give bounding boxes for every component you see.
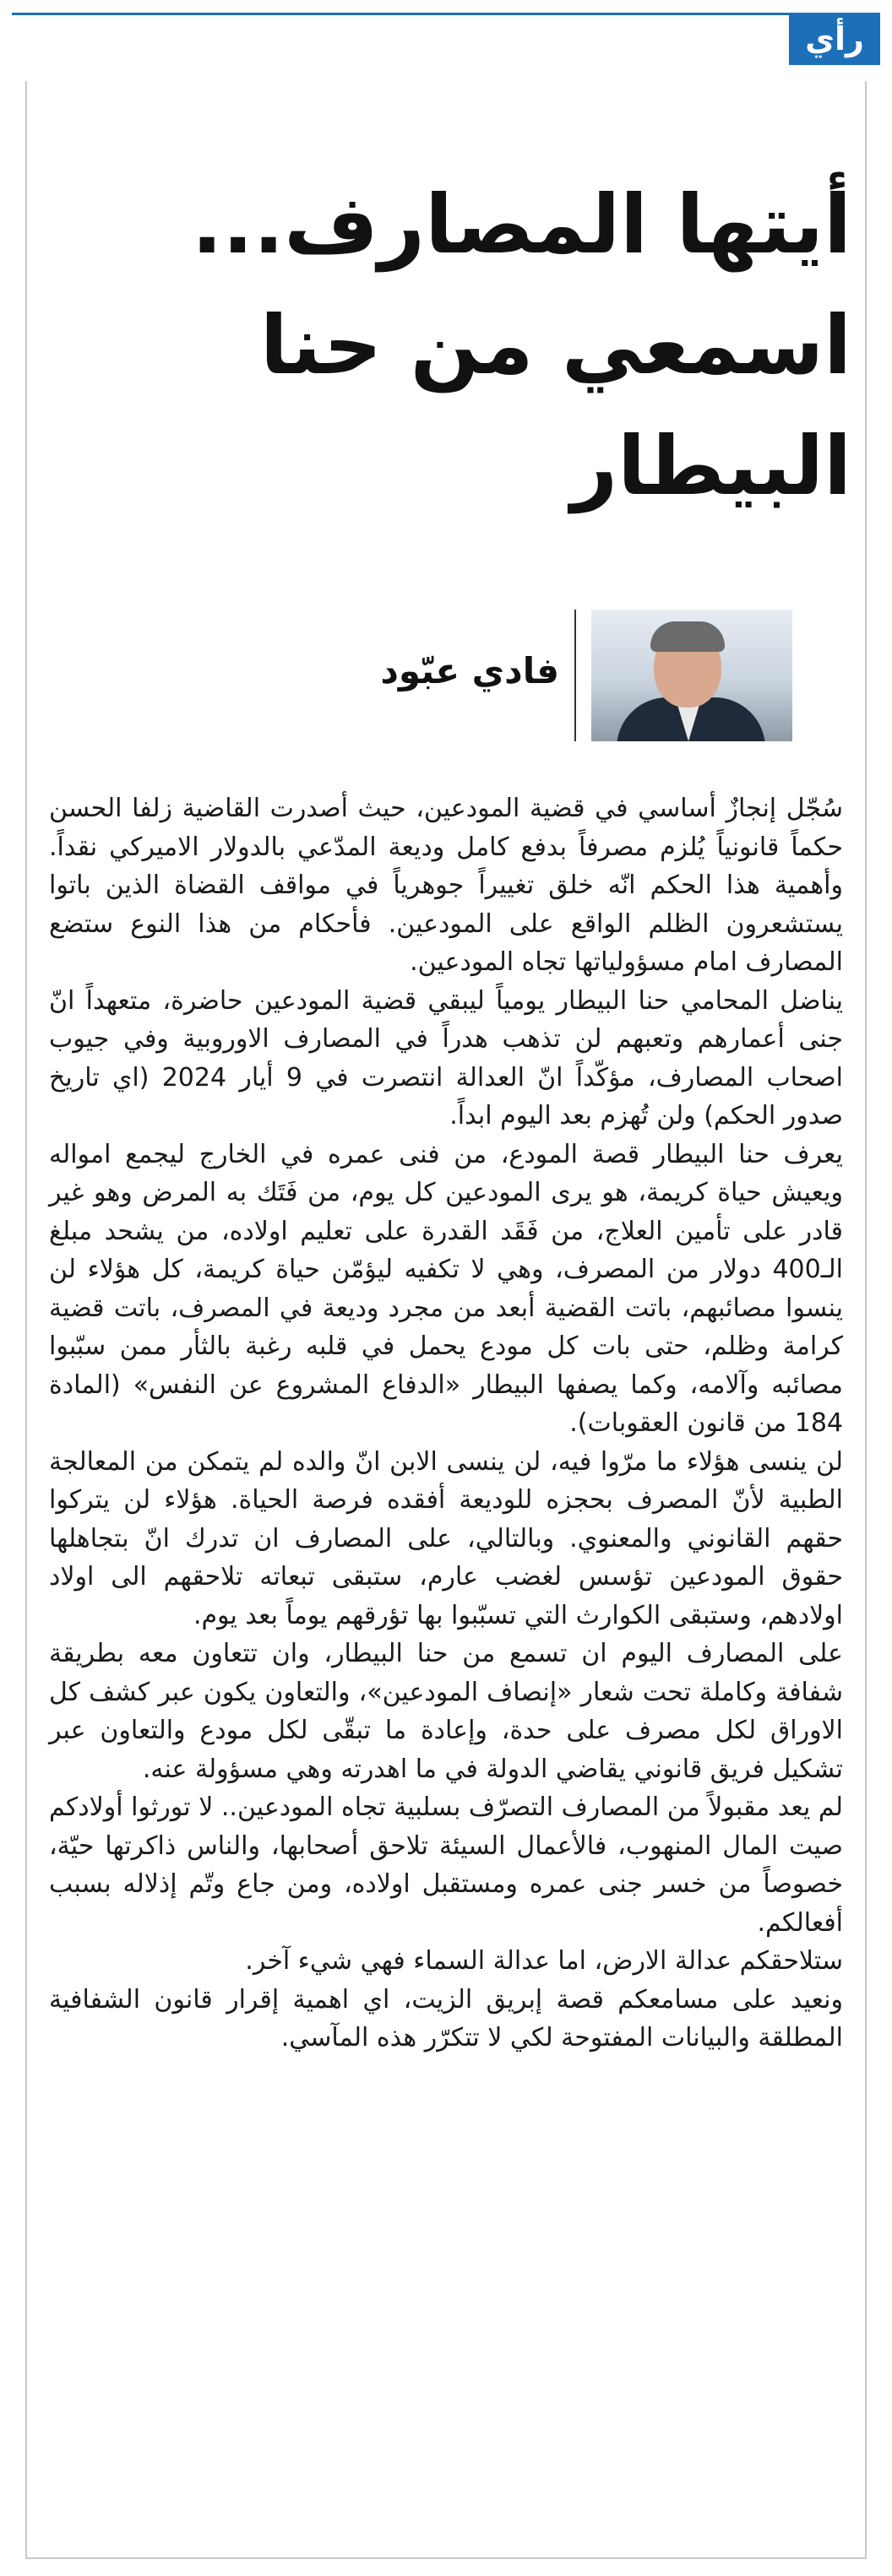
section-tag[interactable]: رأي [789,13,880,65]
author-divider [574,610,576,741]
paragraph-3: يعرف حنا البيطار قصة المودع، من فنى عمره في الخارج ليجمع امواله ويعيش حياة كريمة، هو يرى المودعين كل يوم، من فَتَك به المرض وهو غير قادر على تأمين العلاج، من فَقَد القدرة على تعليم اولاده، من يشحد مبلغ الـ400 دولار من المصرف، وهي لا تكفيه ليؤمّن حياة كريمة، كل هؤلاء لن ينسوا مصائبهم، باتت القضية أبعد من مجرد وديعة في المصرف، باتت قضية كرامة وظلم، حتى بات كل مودع يحمل في قلبه رغبة بالثأر ممن سبّبوا مصائبه وآلامه، وكما يصفها البيطار «الدفاع المشروع عن النفس» (المادة 184 من قانون العقوبات). [49,1139,843,1438]
headline-line-1: أيتها المصارف... [191,177,851,272]
article-body [49,789,843,2058]
section-header [0,0,892,78]
paragraph-4: لن ينسى هؤلاء ما مرّوا فيه، لن ينسى الابن انّ والده لم يتمكن من المعالجة الطبية لأنّ المصرف بحجزه للوديعة أفقده فرصة الحياة. هؤلاء لن يتركوا حقهم القانوني والمعنوي. وبالتالي، على المصارف ان تدرك انّ بتجاهلها حقوق المودعين تؤسس لغضب عارم، ستبقى تبعاته تلاحقهم الى اولاد اولادهم، وستبقى الكوارث التي تسبّبوا بها تؤرقهم يوماً بعد يوم. [49,1446,843,1630]
paragraph-5: على المصارف اليوم ان تسمع من حنا البيطار، وان تتعاون معه بطريقة شفافة وكاملة تحت شعار «إنصاف المودعين»، والتعاون يكون عبر كشف كل الاوراق لكل مصرف على حدة، وإعادة ما تبقّى لكل مودع والتعاون عبر تشكيل فريق قانوني يقاضي الدولة في ما اهدرته وهي مسؤولة عنه. [49,1639,843,1784]
paragraph-8: ونعيد على مسامعكم قصة إبريق الزيت، اي اهمية إقرار قانون الشفافية المطلقة والبيانات المفتوحة لكي لا تتكرّر هذه المآسي. [49,1984,843,2053]
paragraph-6: لم يعد مقبولاً من المصارف التصرّف بسلبية تجاه المودعين.. لا تورثوا أولادكم صيت المال المنهوب، فالأعمال السيئة تلاحق أصحابها، والناس ذاكرتها حيّة، خصوصاً من خسر جنى عمره ومستقبل اولاده، ومن جاع وتّم إذلاله بسبب أفعالكم. [49,1792,843,1938]
paragraph-1: سُجّل إنجازٌ أساسي في قضية المودعين، حيث أصدرت القاضية زلفا الحسن حكماً قانونياً يُلزم مصرفاً بدفع كامل وديعة المدّعي بالدولار الاميركي نقداً. وأهمية هذا الحكم انّه خلق تغييراً جوهرياً في مواقف القضاة الذين باتوا يستشعرون الظلم الواقع على المودعين. فأحكام من هذا النوع ستضع المصارف امام مسؤولياتها تجاه المودعين. [49,794,843,977]
headline-line-3: البيطار [570,419,851,513]
section-rule [12,13,880,15]
paragraph-2: يناضل المحامي حنا البيطار يومياً ليبقي قضية المودعين حاضرة، متعهداً انّ جنى أعمارهم وتعبهم لن تذهب هدراً في المصارف الاوروبية وفي جيوب اصحاب المصارف، مؤكّداً انّ العدالة انتصرت في 9 أيار 2024 (اي تاريخ صدور الحكم) ولن تُهزم بعد اليوم ابداً. [49,985,844,1131]
author-name: فادي عبّود [380,650,559,691]
author-photo [591,610,792,741]
paragraph-7: ستلاحقكم عدالة الارض، اما عدالة السماء فهي شيء آخر. [245,1946,843,1976]
headline-line-2: اسمعي من حنا [259,298,851,393]
author-photo-hair [650,621,725,652]
article-headline [66,165,851,527]
author-block [41,610,851,741]
